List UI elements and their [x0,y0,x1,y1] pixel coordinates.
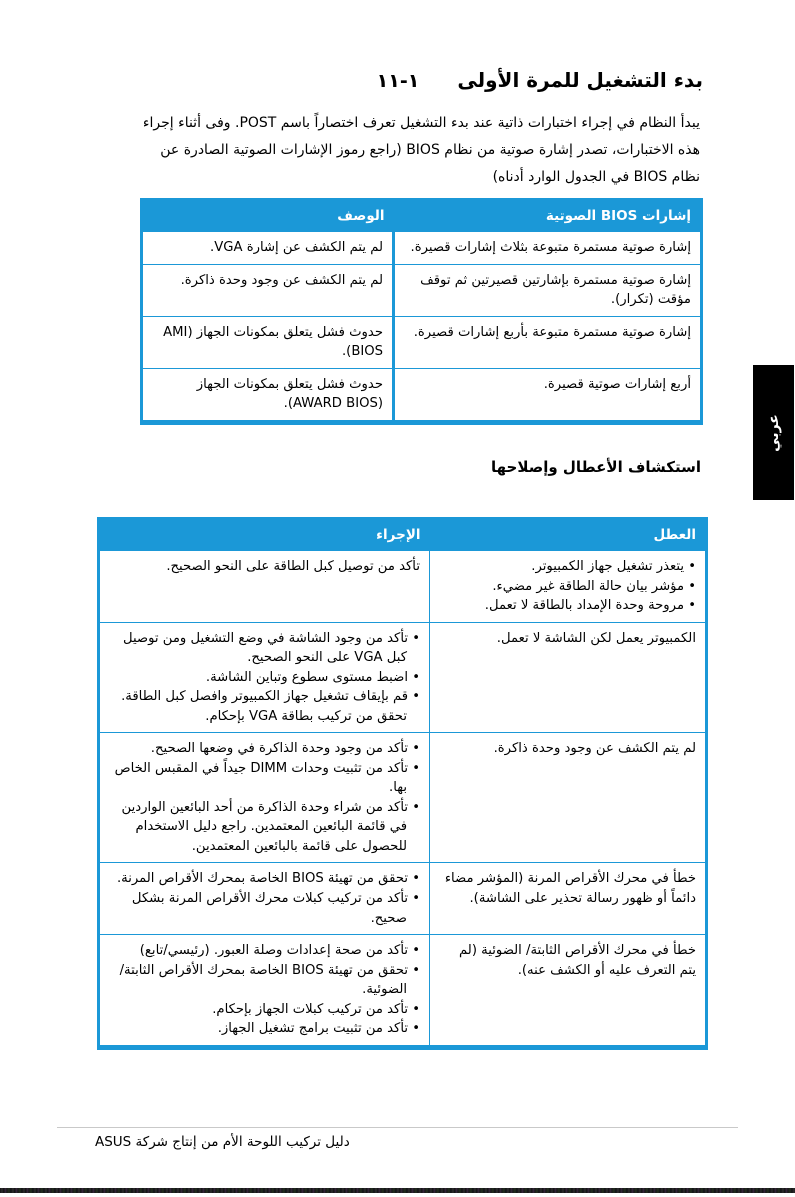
table-row [142,232,702,265]
table-row [142,368,702,422]
cell-fault [430,622,707,733]
table-row [99,622,707,733]
intro-paragraph [88,110,700,191]
bullet-item: • قم بإيقاف تشغيل جهاز الكمبيوتر وافصل كبل الطاقة. تحقق من تركيب بطاقة VGA بإحكام. [121,689,420,724]
bullet-item: • تأكد من تثبيت برامج تشغيل الجهاز. [217,1021,420,1037]
cell-description: لم يتم الكشف عن وجود وحدة ذاكرة. [142,264,394,316]
column-header-action: الإجراء [99,519,430,551]
column-header-fault: العطل [430,519,707,551]
cell-signal: إشارة صوتية مستمرة متبوعة بأربع إشارات قصيرة. [394,316,702,368]
table-row [142,264,702,316]
cell-text: خطأ في محرك الأقراص المرنة (المؤشر مضاء دائماً أو ظهور رسالة تحذير على الشاشة). [444,871,696,906]
table-header-row [142,200,702,232]
table-header-row [99,519,707,551]
table-row [99,733,707,863]
intro-line: هذه الاختبارات، تصدر إشارة صوتية من نظام BIOS (راجع رموز الإشارات الصوتية الصادرة عن [160,142,700,158]
bullet-item: • تأكد من تثبيت وحدات DIMM جيداً في المقبس الخاص بها. [114,760,420,796]
cell-action [99,863,430,935]
intro-line: يبدأ النظام في إجراء اختبارات ذاتية عند بدء التشغيل تعرف اختصاراً باسم POST. وفى أثناء إجراء [142,115,700,131]
bullet-item: • تأكد من وجود وحدة الذاكرة في وضعها الصحيح. [150,741,420,757]
bullet-item: • تحقق من تهيئة BIOS الخاصة بمحرك الأقراص المرنة. [116,871,420,887]
column-header-description: الوصف [142,200,394,232]
troubleshooting-table [97,517,708,1050]
bullet-item: • مروحة وحدة الإمداد بالطاقة لا تعمل. [484,598,696,614]
cell-fault [430,863,707,935]
bullet-item: • تأكد من تركيب كبلات محرك الأقراص المرنة بشكل صحيح. [131,890,420,926]
cell-description: حدوث فشل يتعلق بمكونات الجهاز (AWARD BIOS). [142,368,394,422]
cell-fault [430,935,707,1048]
bullet-item: • تأكد من صحة إعدادات وصلة العبور. (رئيسي/تابع) [139,943,420,959]
table-row [142,316,702,368]
cell-action [99,622,430,733]
cell-text: لم يتم الكشف عن وجود وحدة ذاكرة. [493,741,696,757]
bullet-item: • تأكد من تركيب كبلات الجهاز بإحكام. [212,1001,420,1017]
column-header-signal: إشارات BIOS الصوتية [394,200,702,232]
cell-action [99,733,430,863]
bullet-item: • اضبط مستوى سطوع وتباين الشاشة. [205,669,420,685]
cell-description: حدوث فشل يتعلق بمكونات الجهاز (AMI BIOS). [142,316,394,368]
scan-edge-artifact [0,1188,795,1193]
cell-signal: إشارة صوتية مستمرة بإشارتين قصيرتين ثم توقف مؤقت (تكرار). [394,264,702,316]
table-row [99,863,707,935]
bullet-item: • تحقق من تهيئة BIOS الخاصة بمحرك الأقراص الثابتة/ الضوئية. [119,962,420,998]
cell-fault [430,551,707,623]
table-row [99,935,707,1048]
cell-action [99,551,430,623]
trouble-table-body [99,551,707,1048]
language-tab [753,365,794,500]
cell-signal: أربع إشارات صوتية قصيرة. [394,368,702,422]
bullet-item: • تأكد من شراء وحدة الذاكرة من أحد البائعين الواردين في قائمة البائعين المعتمدين. راجع دليل الاستخدام للحصول على قائمة بالبائعين المعتمدين. [121,799,420,854]
intro-line: نظام BIOS في الجدول الوارد أدناه) [492,169,700,185]
section-title: بدء التشغيل للمرة الأولى [457,68,703,92]
section-heading [377,68,703,92]
language-tab-label: عربي [765,413,782,452]
bullet-item: • يتعذر تشغيل جهاز الكمبيوتر. [531,559,696,574]
table-row [99,551,707,623]
bios-beep-table [140,198,703,425]
cell-action [99,935,430,1048]
cell-text: خطأ في محرك الأقراص الثابتة/ الضوئية (لم يتم التعرف عليه أو الكشف عنه). [459,943,696,978]
section-number: ١-١١ [376,70,420,92]
footer-text: دليل تركيب اللوحة الأم من إنتاج شركة ASUS [95,1134,350,1150]
troubleshooting-heading: استكشاف الأعطال وإصلاحها [490,458,701,476]
bullet-item: • تأكد من وجود الشاشة في وضع التشغيل ومن توصيل كبل VGA على النحو الصحيح. [122,630,420,666]
cell-fault [430,733,707,863]
cell-signal: إشارة صوتية مستمرة متبوعة بثلاث إشارات قصيرة. [394,232,702,265]
footer-divider [57,1127,738,1128]
cell-text: الكمبيوتر يعمل لكن الشاشة لا تعمل. [496,630,696,646]
cell-text: تأكد من توصيل كبل الطاقة على النحو الصحيح. [166,559,420,574]
bullet-item: • مؤشر بيان حالة الطاقة غير مضيء. [492,578,696,594]
cell-description: لم يتم الكشف عن إشارة VGA. [142,232,394,265]
beep-table-body [142,232,702,423]
